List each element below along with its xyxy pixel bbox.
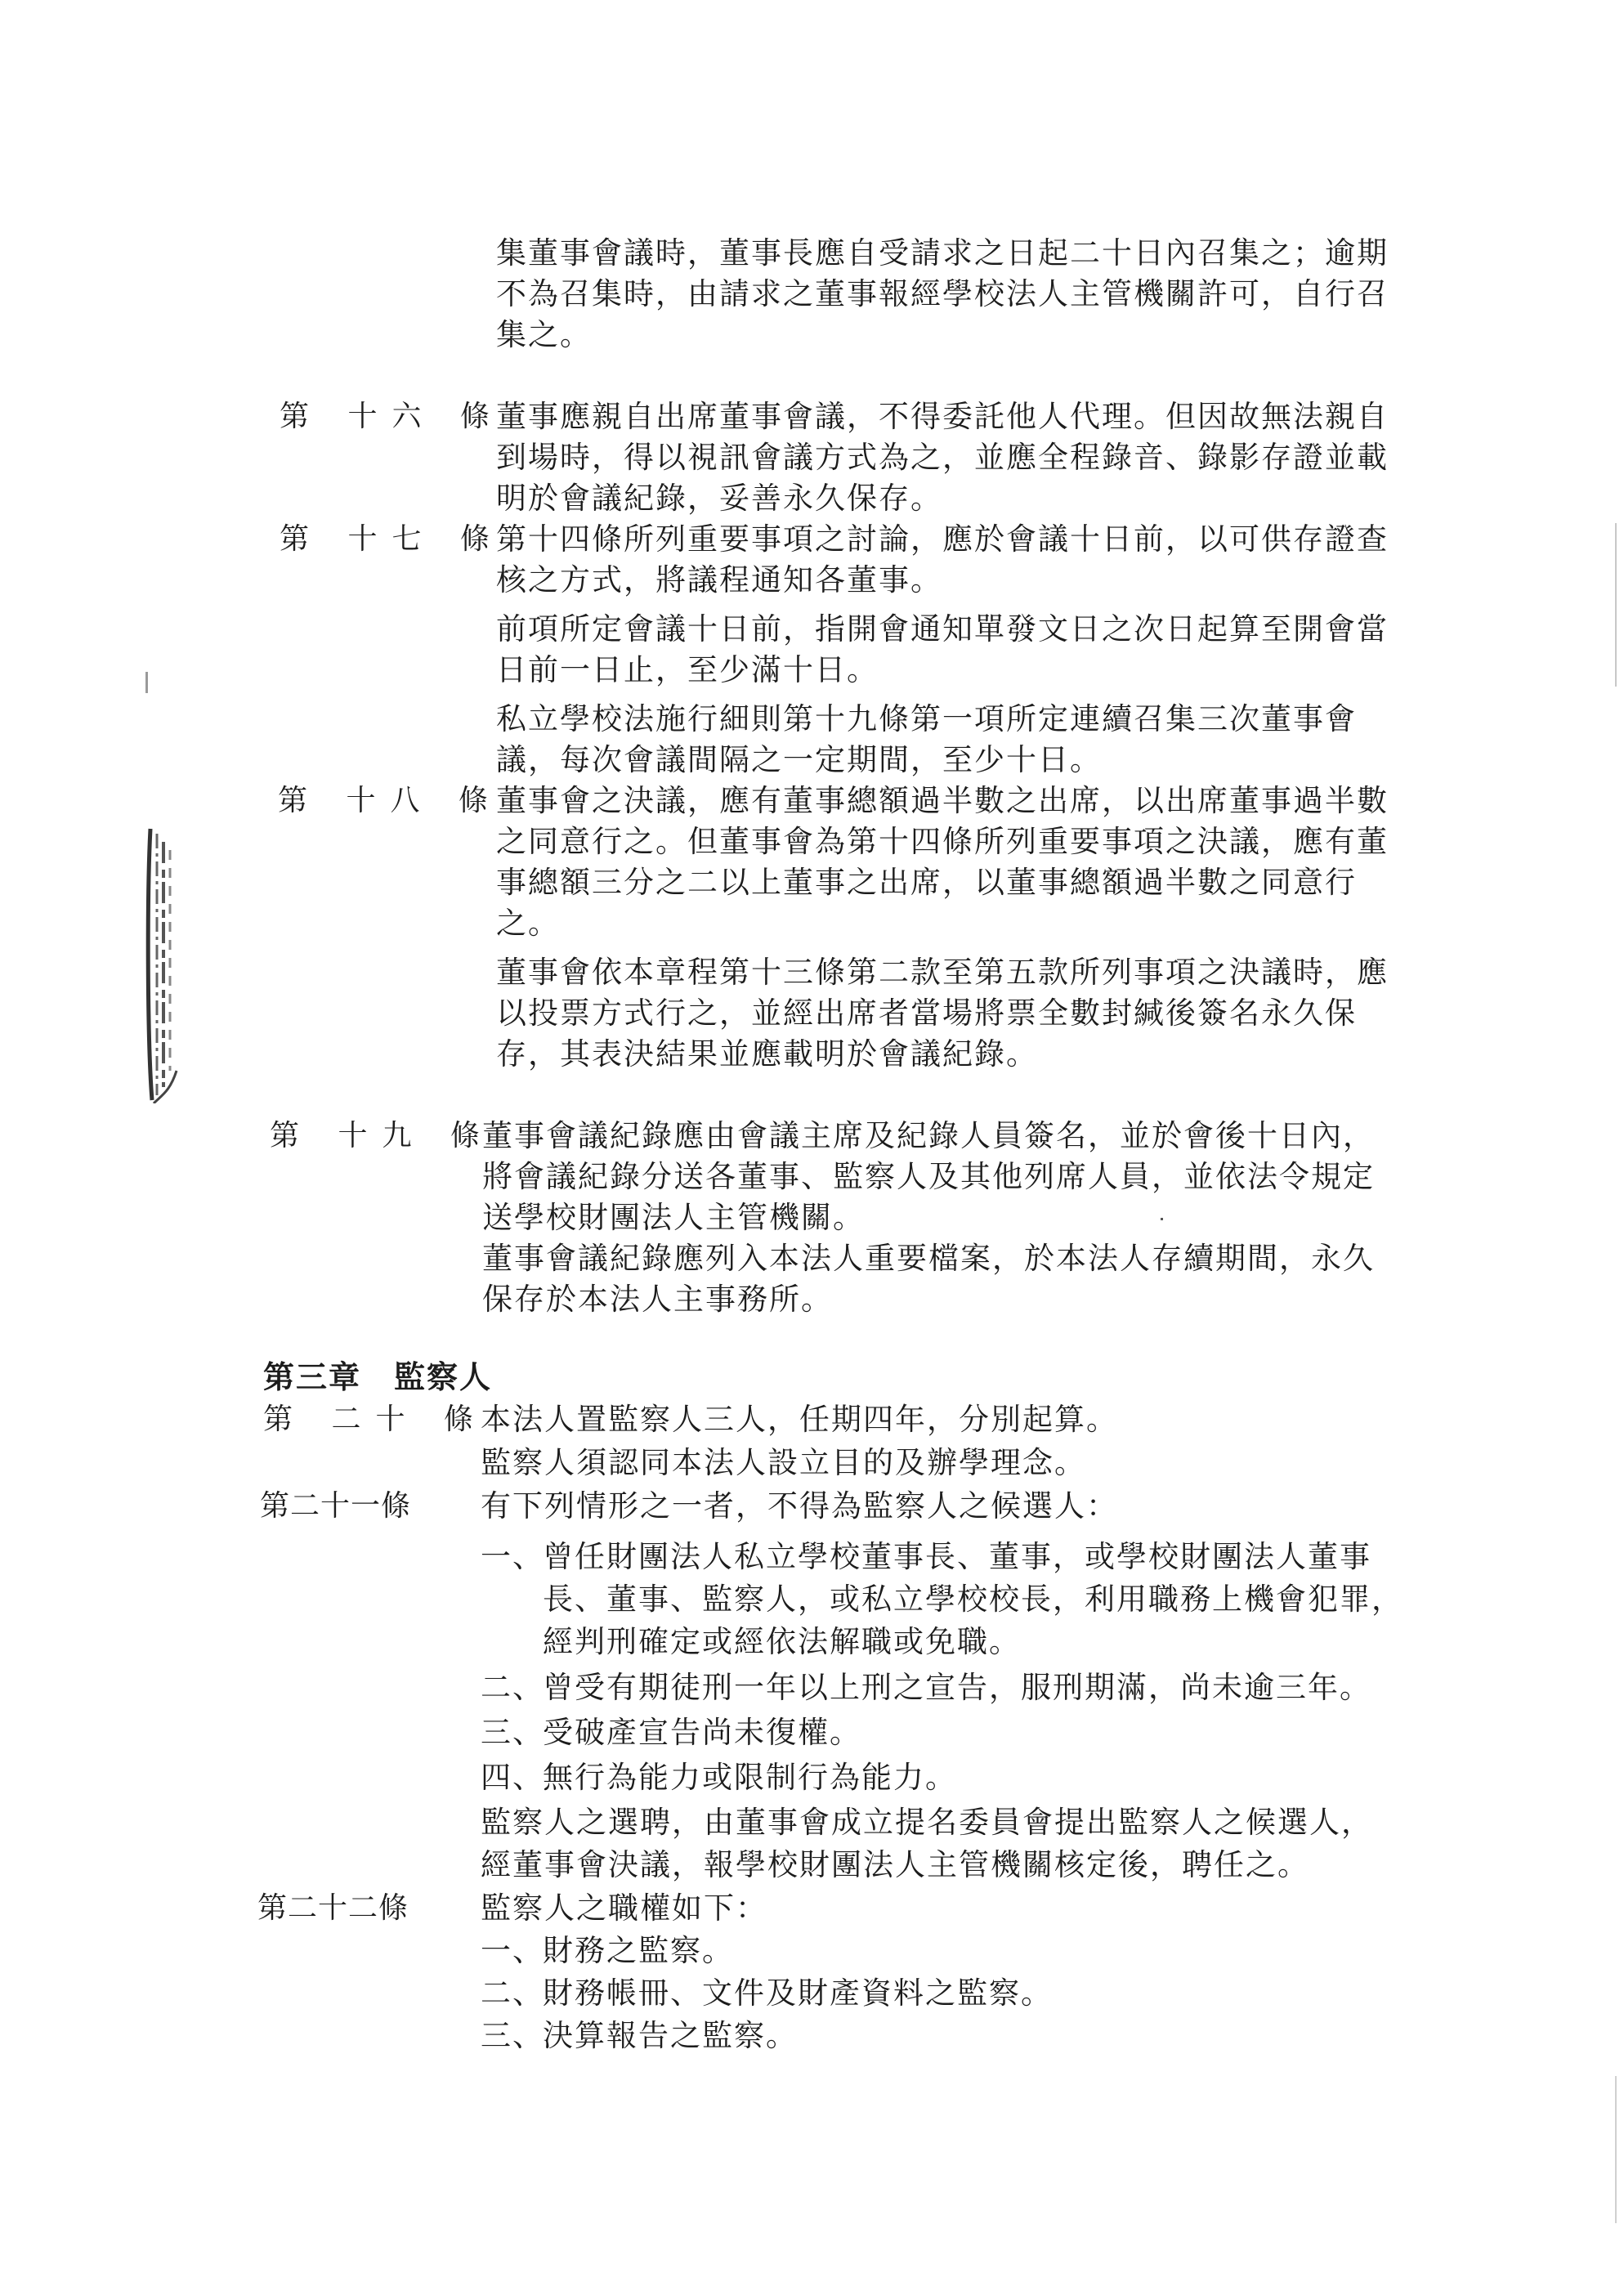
list-item-marker: 三、 [481,2018,544,2053]
text-line: 財務帳冊、文件及財產資料之監察。 [543,1976,1053,2011]
scan-speck [145,672,148,693]
scan-speck [1615,523,1617,687]
binding-stamp-mark [145,826,180,1103]
list-item-marker: 一、 [481,1933,544,1968]
list-item-marker: 二、 [481,1976,544,2011]
text-line: 董事會依本章程第十三條第二款至第五款所列事項之決議時，應 [496,955,1389,990]
text-line: 私立學校法施行細則第十九條第一項所定連續召集三次董事會 [496,701,1357,736]
text-line: 董事會之決議，應有董事總額過半數之出席，以出席董事過半數 [496,783,1389,818]
text-line: 明於會議紀錄，妥善永久保存。 [496,481,942,516]
scan-speck [1161,1218,1163,1220]
text-line: 到場時，得以視訊會議方式為之，並應全程錄音、錄影存證並載 [496,440,1389,475]
text-line: 送學校財團法人主管機關。 [482,1200,865,1235]
text-line: 無行為能力或限制行為能力。 [543,1760,957,1795]
text-line: 集之。 [496,317,592,352]
list-item-marker: 四、 [481,1760,544,1795]
text-line: 第十四條所列重要事項之討論，應於會議十日前，以可供存證查 [496,521,1389,557]
text-line: 經判刑確定或經依法解職或免職。 [543,1624,1021,1659]
list-item-marker: 三、 [481,1715,544,1750]
text-line: 前項所定會議十日前，指開會通知單發文日之次日起算至開會當 [496,611,1389,647]
article-label: 第二十一條 [260,1489,412,1523]
text-line: 本法人置監察人三人，任期四年，分別起算。 [481,1402,1118,1437]
text-line: 以投票方式行之，並經出席者當場將票全數封緘後簽名永久保 [496,996,1357,1031]
text-line: 財務之監察。 [543,1933,734,1968]
text-line: 事總額三分之二以上董事之出席，以董事總額過半數之同意行 [496,865,1357,900]
chapter-heading: 第三章 監察人 [263,1358,493,1395]
text-line: 不為召集時，由請求之董事報經學校法人主管機關許可，自行召 [496,276,1389,311]
text-line: 之。 [496,906,560,941]
text-line: 核之方式，將議程通知各董事。 [496,562,942,597]
text-line: 監察人之職權如下： [481,1891,767,1926]
scan-speck [1615,2076,1617,2223]
article-label: 第 十八 條 [278,784,503,817]
text-line: 之同意行之。但董事會為第十四條所列重要事項之決議，應有董 [496,824,1389,859]
text-line: 董事會議紀錄應列入本法人重要檔案，於本法人存續期間，永久 [482,1241,1375,1276]
text-line: 長、董事、監察人，或私立學校校長，利用職務上機會犯罪， [543,1582,1403,1617]
text-line: 曾任財團法人私立學校董事長、董事，或學校財團法人董事 [543,1539,1371,1574]
article-label: 第 十七 條 [280,522,504,556]
text-line: 受破產宣告尚未復權。 [543,1715,861,1750]
list-item-marker: 一、 [481,1539,544,1574]
article-label: 第 二十 條 [263,1403,488,1436]
text-line: 經董事會決議，報學校財團法人主管機關核定後，聘任之。 [481,1847,1309,1882]
article-label: 第 十六 條 [280,400,504,433]
article-label: 第 十九 條 [270,1119,494,1152]
text-line: 議，每次會議間隔之一定期間，至少十日。 [496,742,1102,777]
article-label: 第二十二條 [257,1891,409,1925]
text-line: 曾受有期徒刑一年以上刑之宣告，服刑期滿，尚未逾三年。 [543,1670,1371,1705]
text-line: 日前一日止，至少滿十日。 [496,652,879,687]
text-line: 董事會議紀錄應由會議主席及紀錄人員簽名，並於會後十日內， [482,1118,1375,1153]
text-line: 存，其表決結果並應載明於會議紀錄。 [496,1036,1038,1072]
text-line: 集董事會議時，董事長應自受請求之日起二十日內召集之；逾期 [496,235,1389,271]
text-line: 將會議紀錄分送各董事、監察人及其他列席人員，並依法令規定 [482,1159,1375,1194]
text-line: 決算報告之監察。 [543,2018,798,2053]
text-line: 保存於本法人主事務所。 [482,1282,833,1317]
text-line: 監察人須認同本法人設立目的及辦學理念。 [481,1445,1086,1480]
text-line: 有下列情形之一者，不得為監察人之候選人： [481,1488,1118,1524]
list-item-marker: 二、 [481,1670,544,1705]
text-line: 董事應親自出席董事會議，不得委託他人代理。但因故無法親自 [496,399,1389,434]
text-line: 監察人之選聘，由董事會成立提名委員會提出監察人之候選人， [481,1805,1373,1840]
